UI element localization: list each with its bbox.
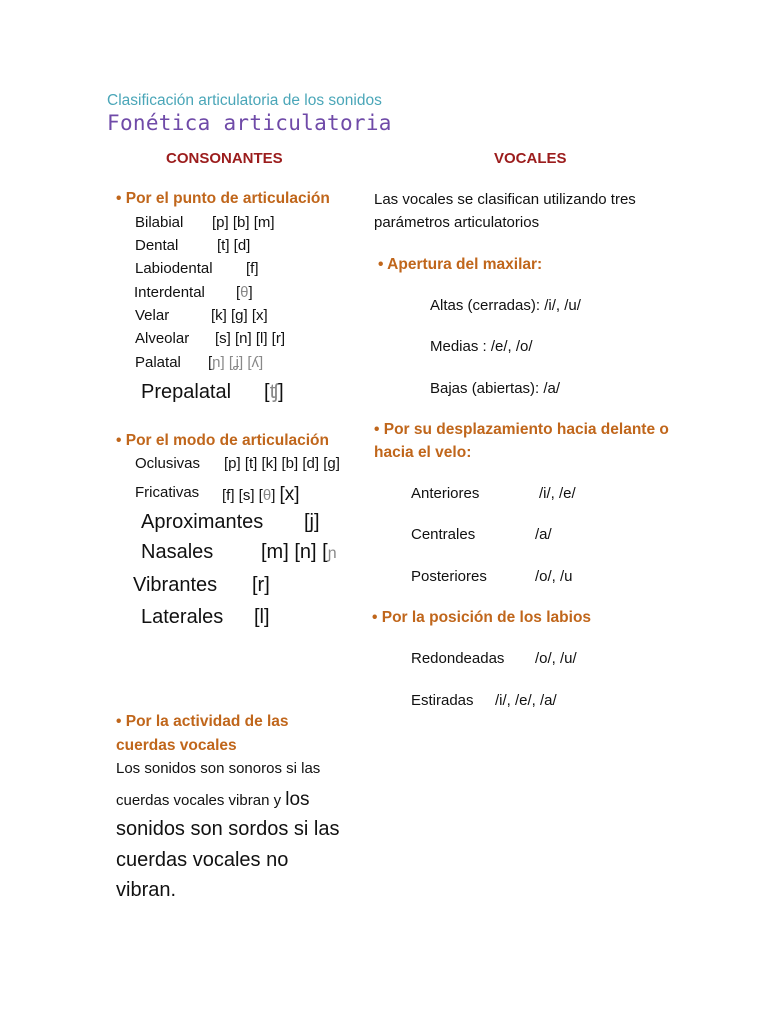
item-sounds: [k] [g] [x]	[211, 307, 268, 324]
labios-item-redondeadas: Redondeadas /o/, /u/	[411, 650, 577, 667]
desplazamiento-item-anteriores: Anteriores /i/, /e/	[411, 485, 576, 502]
desplazamiento-item-centrales: Centrales /a/	[411, 526, 552, 543]
desplazamiento-item-posteriores: Posteriores /o/, /u	[411, 568, 573, 585]
actividad-heading-line1: • Por la actividad de las	[116, 713, 289, 730]
item-label: Interdental	[134, 284, 205, 301]
document-title: Fonética articulatoria	[107, 111, 392, 135]
modo-item-oclusivas	[135, 455, 340, 472]
punto-item-prepalatal	[141, 381, 284, 404]
apertura-item-medias: Medias : /e/, /o/	[430, 338, 533, 355]
item-sounds: [r]	[252, 574, 270, 596]
item-label: Bilabial	[135, 214, 184, 231]
modo-item-laterales	[141, 606, 270, 629]
modo-item-fricativas	[135, 484, 300, 505]
modo-item-nasales	[141, 541, 337, 564]
modo-item-aproximantes	[141, 511, 320, 534]
item-label: Nasales	[141, 541, 214, 563]
actividad-text-line1: Los sonidos son sonoros si las	[116, 760, 321, 777]
item-sounds: [ʧ]	[264, 381, 284, 403]
actividad-text-line5: vibran.	[116, 879, 177, 901]
punto-item-labiodental	[135, 260, 259, 277]
modo-articulacion-heading: • Por el modo de articulación	[116, 432, 329, 449]
item-sounds: [t] [d]	[217, 237, 251, 254]
item-sounds: [f] [s] [θ] [x]	[222, 484, 300, 505]
item-sounds: [m] [n] [ɲ	[261, 541, 337, 563]
item-label: Vibrantes	[133, 574, 218, 596]
actividad-heading-line2: cuerdas vocales	[116, 737, 237, 754]
actividad-text-line4: cuerdas vocales no	[116, 849, 289, 871]
vocales-heading: VOCALES	[494, 150, 567, 167]
item-label: Fricativas	[135, 484, 200, 501]
item-sounds: [ɲ] [ʝ] [ʎ]	[208, 354, 264, 371]
punto-articulacion-heading: • Por el punto de articulación	[116, 190, 330, 207]
punto-item-velar	[135, 307, 268, 324]
item-sounds: [s] [n] [l] [r]	[215, 330, 286, 347]
item-sounds: [p] [b] [m]	[212, 214, 275, 231]
vocales-intro-line1: Las vocales se clasifican utilizando tres	[374, 191, 636, 208]
apertura-item-bajas: Bajas (abiertas): /a/	[430, 380, 561, 397]
apertura-heading: • Apertura del maxilar:	[378, 256, 543, 273]
consonantes-heading: CONSONANTES	[166, 150, 283, 167]
desplazamiento-heading-line1: • Por su desplazamiento hacia delante o	[374, 421, 669, 438]
item-label: Labiodental	[135, 260, 213, 277]
item-label: Velar	[135, 307, 170, 324]
actividad-text-line3: sonidos son sordos si las	[116, 818, 340, 840]
vocales-intro-line2: parámetros articulatorios	[374, 214, 540, 231]
punto-item-dental	[135, 237, 251, 254]
item-label: Laterales	[141, 606, 224, 628]
item-label: Oclusivas	[135, 455, 201, 472]
labios-item-estiradas: Estiradas /i/, /e/, /a/	[411, 692, 557, 709]
punto-item-interdental	[134, 284, 253, 301]
desplazamiento-heading-line2: hacia el velo:	[374, 444, 472, 461]
item-label: Alveolar	[135, 330, 190, 347]
punto-item-palatal	[135, 354, 264, 371]
actividad-text-line2: cuerdas vocales vibran y los	[116, 789, 310, 810]
item-sounds: [θ]	[236, 284, 253, 301]
item-sounds: [p] [t] [k] [b] [d] [g]	[224, 455, 340, 472]
item-label: Dental	[135, 237, 179, 254]
item-label: Aproximantes	[141, 511, 264, 533]
item-label: Prepalatal	[141, 381, 232, 403]
punto-item-bilabial	[135, 214, 275, 231]
item-sounds: [l]	[254, 606, 270, 628]
modo-item-vibrantes	[133, 574, 270, 597]
apertura-item-altas: Altas (cerradas): /i/, /u/	[430, 297, 581, 314]
punto-item-alveolar	[135, 330, 286, 347]
item-sounds: [j]	[304, 511, 320, 533]
document-subtitle: Clasificación articulatoria de los sonidos	[107, 92, 382, 109]
item-sounds: [f]	[246, 260, 259, 277]
labios-heading: • Por la posición de los labios	[372, 609, 592, 626]
item-label: Palatal	[135, 354, 181, 371]
